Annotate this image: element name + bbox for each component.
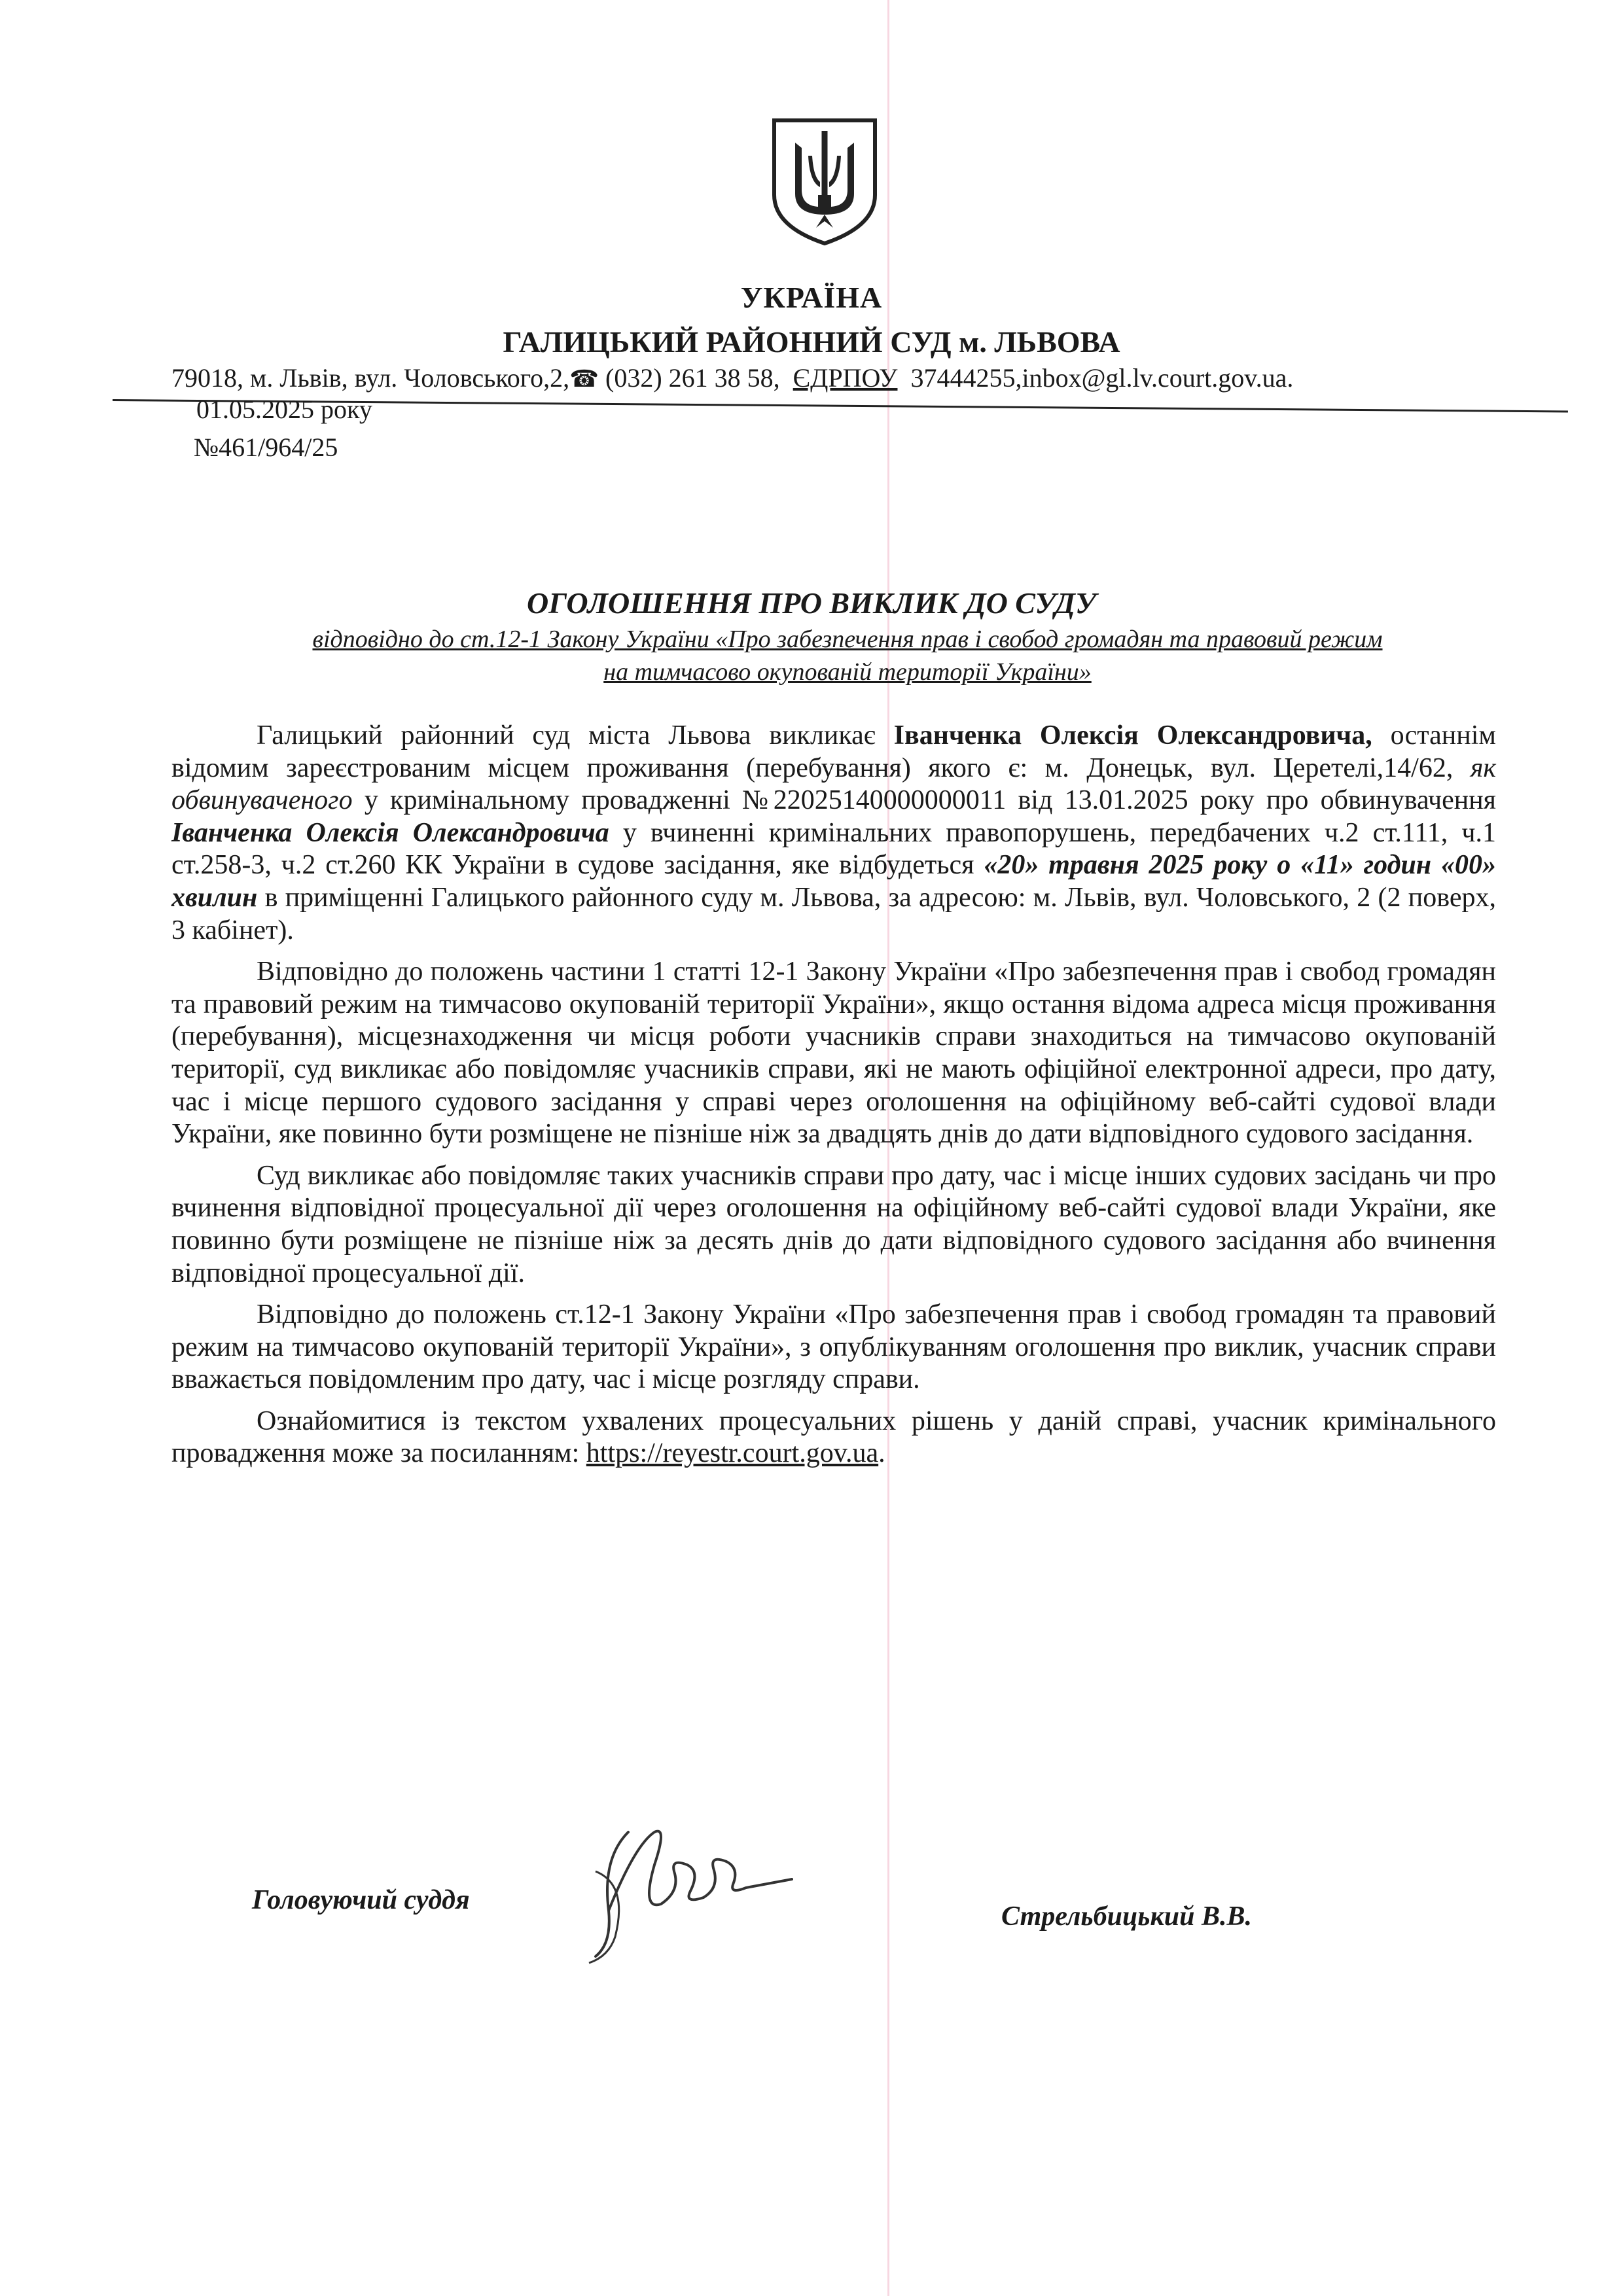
subtitle-line-2: на тимчасово окупованій території України» [603,658,1092,686]
p1-text-4: у вчиненні кримінальних правопорушень, передбачених ч.2 ст.111, ч.1 ст.258-3, ч.2 ст.260 КК України в судове засідання, яке відбудеться [171,817,1497,881]
p5-text: Ознайомитися із текстом ухвалених процесуальних рішень у даній справі, учасник кримінального провадження може за посиланням: [171,1405,1496,1469]
accused-name-repeat: Іванченка Олексія Олександровича [171,817,609,848]
paragraph-registry-link [171,1405,1496,1470]
accused-role: як обвинуваченого [171,752,1496,816]
paragraph-further-hearings: Суд викликає або повідомляє таких учасників справи про дату, час і місце інших судових засідань чи про вчинення відповідної процесуальної дії через оголошення на офіційному веб-сайті судової влади України, яке повинно бути розміщене не пізніше ніж за десять днів до дати відповідного судового засідання або вчинення відповідної процесуальної дії. [171,1160,1496,1288]
trident-coat-of-arms-icon [769,116,880,247]
telephone-icon: ☎ [569,366,599,392]
paragraph-legal-basis: Відповідно до положень частини 1 статті 12-1 Закону України «Про забезпечення прав і свобод громадян та правовий режим на тимчасово окупованій території України», якщо остання відома адреса місця проживання (перебування), місцезнаходження чи місця роботи учасників справи знаходиться на тимчасово окупованій території, суд викликає або повідомляє учасників справи, які не мають офіційної електронної адреси, про дату, час і місце першого судового засідання у справі через оголошення на офіційному веб-сайті судової влади України, яке повинно бути розміщене не пізніше ніж за двадцять днів до дати відповідного судового засідання. [171,957,1496,1150]
p1-text-1: Галицький районний суд міста Львова викликає [257,720,894,751]
registry-link[interactable]: https://reyestr.court.gov.ua [586,1438,879,1469]
paragraph-summons [171,720,1496,947]
p5-end: . [878,1438,885,1469]
header-country: УКРАЇНА [740,281,883,314]
document-number: №461/964/25 [194,433,338,462]
accused-name: Іванченка Олексія Олександровича, [893,720,1372,751]
paragraph-notification: Відповідно до положень ст.12-1 Закону України «Про забезпечення прав і свобод громадян та правовий режим на тимчасово окупованій території України», з опублікуванням оголошення про виклик, учасник справи вважається повідомленим про дату, час і місце розгляду справи. [171,1299,1496,1395]
page-title: ОГОЛОШЕННЯ ПРО ВИКЛИК ДО СУДУ [527,586,1096,620]
signatory-name: Стрельбицький В.В. [1001,1901,1253,1932]
p1-text-2: останнім відомим зареєстрованим місцем проживання (перебування) якого є: м. Донецьк, вул. Церетелі,14/62, [171,720,1496,783]
handwritten-signature [576,1806,798,1969]
body-text [171,720,1496,1470]
p1-text-3: у кримінальному провадженні №22025140000000011 від 13.01.2025 року про обвинувачення [352,785,1496,816]
header-address: 79018, м. Львів, вул. Чоловського,2, [171,363,570,393]
header-court-name: ГАЛИЦЬКИЙ РАЙОННИЙ СУД м. ЛЬВОВА [503,325,1120,359]
signatory-role: Головуючий суддя [252,1885,470,1915]
page-subtitle [196,623,1499,688]
header-edrpou-email: 37444255,inbox@gl.lv.court.gov.ua. [910,363,1294,393]
document-date: 01.05.2025 року [196,395,372,424]
p1-text-5: в приміщенні Галицького районного суду м. Львова, за адресою: м. Львів, вул. Чоловського, 2 (2 поверх, 3 кабінет). [171,882,1496,945]
hearing-datetime: «20» травня 2025 року о «11» годин «00» хвилин [171,850,1497,913]
subtitle-line-1: відповідно до ст.12-1 Закону України «Про забезпечення прав і свобод громадян та правовий режим [312,626,1383,653]
header-address-line: 79018, м. Львів, вул. Чоловського,2,☎ (032) 261 38 58, ЄДРПОУ 37444255,inbox@gl.lv.court.gov.ua. [171,363,1294,393]
header-phone: (032) 261 38 58 [605,363,774,393]
header-edrpou-label: ЄДРПОУ [793,363,898,393]
